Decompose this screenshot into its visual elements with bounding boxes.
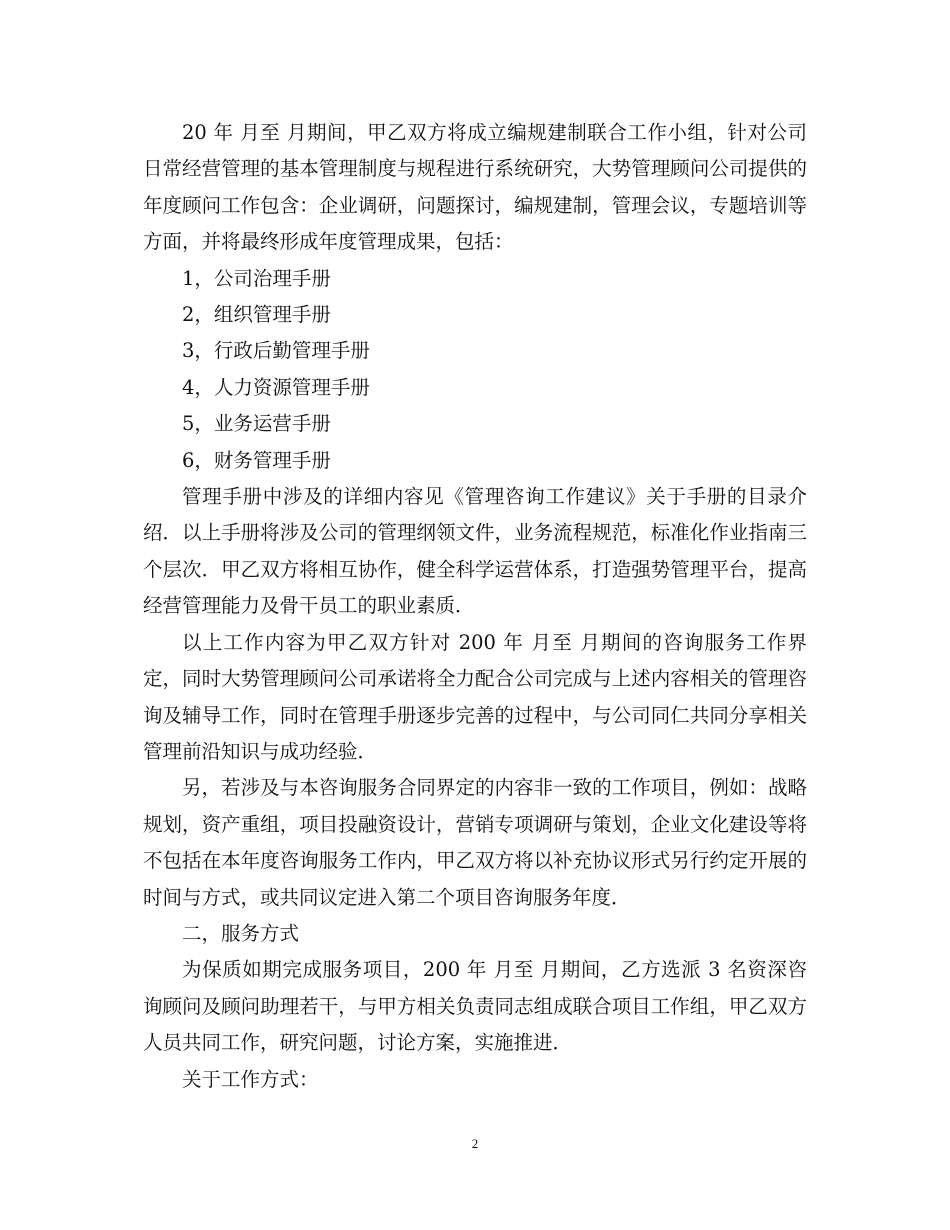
list-item-organization-manual: 2，组织管理手册: [182, 303, 331, 327]
paragraph-work-scope: 以上工作内容为甲乙双方针对 200 年 月至 月期间的咨询服务工作界定，同时大势管理顾问公司承诺将全力配合公司完成与上述内容相关的管理咨询及辅导工作，同时在管理手册逐步完善的过程中，与公司同仁共同分享相关管理前沿知识与成功经验．: [143, 630, 807, 763]
list-item-finance-manual: 6，财务管理手册: [182, 448, 331, 472]
paragraph-manual-details: 管理手册中涉及的详细内容见《管理咨询工作建议》关于手册的目录介绍．以上手册将涉及公司的管理纲领文件，业务流程规范，标准化作业指南三个层次．甲乙双方将相互协作，健全科学运营体系，打造强势管理平台，提高经营管理能力及骨干员工的职业素质．: [143, 485, 807, 618]
paragraph-exclusions: 另，若涉及与本咨询服务合同界定的内容非一致的工作项目，例如：战略规划，资产重组，项目投融资设计，营销专项调研与策划，企业文化建设等将不包括在本年度咨询服务工作内，甲乙双方将以补充协议形式另行约定开展的时间与方式，或共同议定进入第二个项目咨询服务年度．: [143, 776, 807, 909]
list-item-business-operations-manual: 5，业务运营手册: [182, 412, 331, 436]
section-heading-service-mode: 二，服务方式: [182, 921, 300, 945]
paragraph-intro: 20 年 月至 月期间，甲乙双方将成立编规建制联合工作小组，针对公司日常经营管理的基本管理制度与规程进行系统研究，大势管理顾问公司提供的年度顾问工作包含：企业调研，问题探讨，编规建制，管理会议，专题培训等方面，并将最终形成年度管理成果，包括：: [143, 121, 807, 254]
page-number: 2: [471, 1136, 479, 1151]
document-body: [143, 115, 807, 1098]
list-item-admin-logistics-manual: 3，行政后勤管理手册: [182, 339, 370, 363]
paragraph-work-method-heading: 关于工作方式：: [182, 1067, 319, 1091]
paragraph-team-staffing: 为保质如期完成服务项目，200 年 月至 月期间，乙方选派 3 名资深咨询顾问及顾问助理若干，与甲方相关负责同志组成联合项目工作组，甲乙双方人员共同工作，研究问题，讨论方案，实施推进．: [143, 958, 807, 1055]
list-item-corporate-governance-manual: 1，公司治理手册: [182, 266, 331, 290]
list-item-hr-manual: 4，人力资源管理手册: [182, 375, 370, 399]
